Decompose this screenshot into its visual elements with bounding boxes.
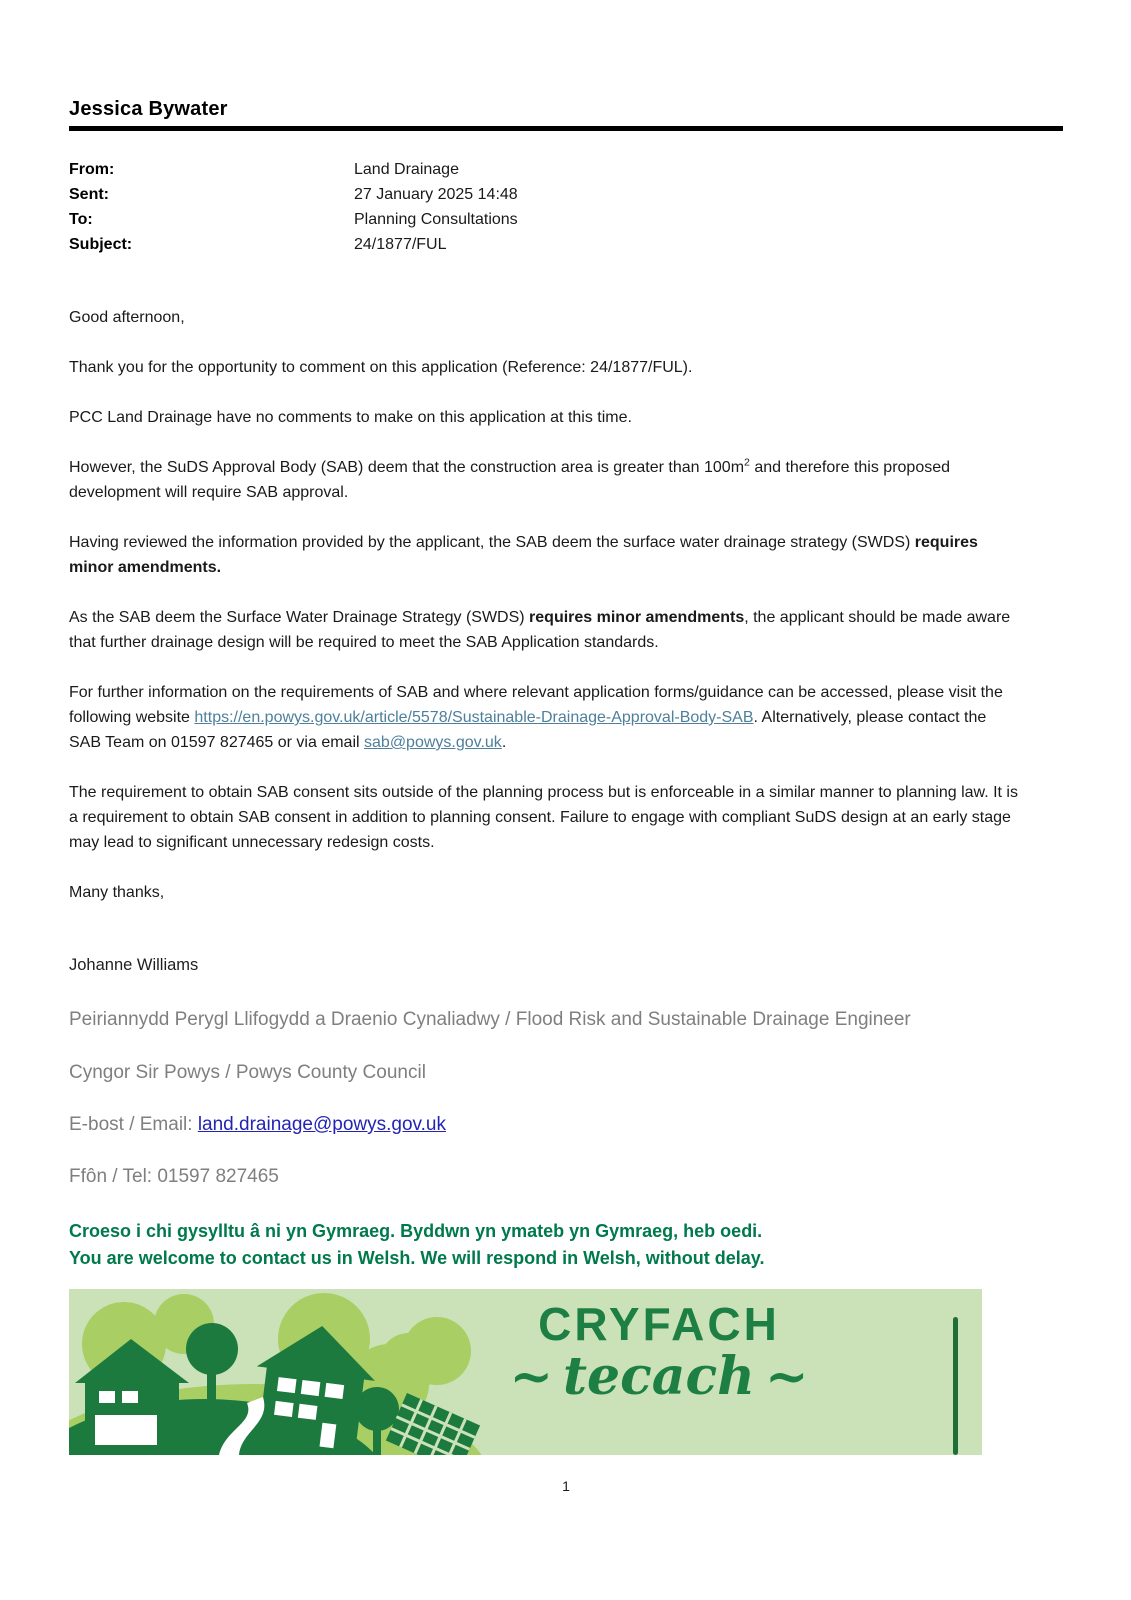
sender-name: Johanne Williams: [69, 956, 199, 974]
meta-value-subject: 24/1877/FUL: [354, 236, 447, 253]
email-meta-block: [69, 157, 1063, 257]
paragraph-sab-approval: However, the SuDS Approval Body (SAB) deem that the construction area is greater than $100m^2$ and therefore this proposed development will require SAB approval.: [69, 456, 951, 501]
page-number: 1: [562, 1478, 570, 1494]
welsh-language-notice: [69, 1218, 1063, 1272]
meta-value-from: Land Drainage: [354, 161, 459, 178]
paragraph-deem: As the SAB deem the Surface Water Drainage Strategy (SWDS) requires minor amendments, the applicant should be made aware that further drainage design will be required to meet the SAB Application standards.: [69, 609, 1011, 651]
meta-row-subject: [69, 232, 1063, 257]
recipient-name-heading: Jessica Bywater: [69, 98, 228, 120]
welsh-notice-english: You are welcome to contact us in Welsh. We will respond in Welsh, without delay.: [69, 1248, 765, 1268]
sender-organisation: Cyngor Sir Powys / Powys County Council: [69, 1062, 426, 1083]
meta-label-subject: Subject:: [69, 236, 133, 253]
signature-email-link[interactable]: land.drainage@powys.gov.uk: [197, 1114, 446, 1135]
sab-email-link[interactable]: sab@powys.gov.uk: [364, 734, 502, 751]
sender-email-line: [69, 1113, 1063, 1137]
paragraph-no-comments: PCC Land Drainage have no comments to make on this application at this time.: [69, 409, 632, 426]
signature-block: [69, 955, 1063, 1272]
paragraph-thanks: Thank you for the opportunity to comment on this application (Reference: 24/1877/FUL).: [69, 359, 693, 376]
bold-requires-minor-amendments: requires minor amendments.: [69, 534, 978, 576]
paragraph-review: Having reviewed the information provided by the applicant, the SAB deem the surface water drainage strategy (SWDS) requires minor amendments.: [69, 534, 978, 576]
document-content: [69, 0, 1063, 1496]
signoff: Many thanks,: [69, 884, 165, 901]
paragraph-requirement: The requirement to obtain SAB consent sits outside of the planning process but is enforceable in a similar manner to planning law. It is a requirement to obtain SAB consent in addition to planning consent. Failure to engage with compliant SuDS design at an early stage may lead to significant unnecessary redesign costs.: [69, 784, 1018, 851]
header-divider: [69, 126, 1063, 131]
banner-subtitle-tecach: ~ tecach ~: [399, 1347, 919, 1407]
greeting: Good afternoon,: [69, 309, 185, 326]
sender-job-title: Peiriannydd Perygl Llifogydd a Draenio Cynaliadwy / Flood Risk and Sustainable Drainage Engineer: [69, 1009, 911, 1030]
meta-value-sent: 27 January 2025 14:48: [354, 186, 518, 203]
banner-vertical-bar: [953, 1317, 958, 1455]
email-label: E-bost / Email:: [69, 1114, 198, 1135]
banner-wordmark: [399, 1297, 919, 1407]
meta-value-to: Planning Consultations: [354, 211, 518, 228]
meta-row-sent: [69, 182, 1063, 207]
email-body: [69, 305, 1019, 905]
paragraph-further-info: For further information on the requirements of SAB and where relevant application forms/guidance can be accessed, please visit the following website https://en.powys.gov.uk/article/5578/Sustainable-Drainage-Approval-Body-SAB. Alternatively, please contact the SAB Team on 01597 827465 or via email sab@powys.gov.uk.: [69, 684, 1003, 751]
welsh-notice-cymraeg: Croeso i chi gysylltu â ni yn Gymraeg. Byddwn yn ymateb yn Gymraeg, heb oedi.: [69, 1221, 763, 1241]
sender-phone-line: Ffôn / Tel: 01597 827465: [69, 1166, 279, 1187]
meta-row-from: [69, 157, 1063, 182]
meta-label-from: From:: [69, 161, 115, 178]
meta-label-to: To:: [69, 211, 93, 228]
cryfach-tecach-banner-image: [69, 1289, 982, 1455]
banner-title-cryfach: CRYFACH: [538, 1298, 780, 1350]
superscript-squared: 2: [744, 456, 750, 469]
bold-requires-minor-amendments-2: requires minor amendments: [529, 609, 745, 626]
sab-website-link[interactable]: https://en.powys.gov.uk/article/5578/Sustainable-Drainage-Approval-Body-SAB: [194, 709, 754, 726]
meta-row-to: [69, 207, 1063, 232]
meta-label-sent: Sent:: [69, 186, 109, 203]
